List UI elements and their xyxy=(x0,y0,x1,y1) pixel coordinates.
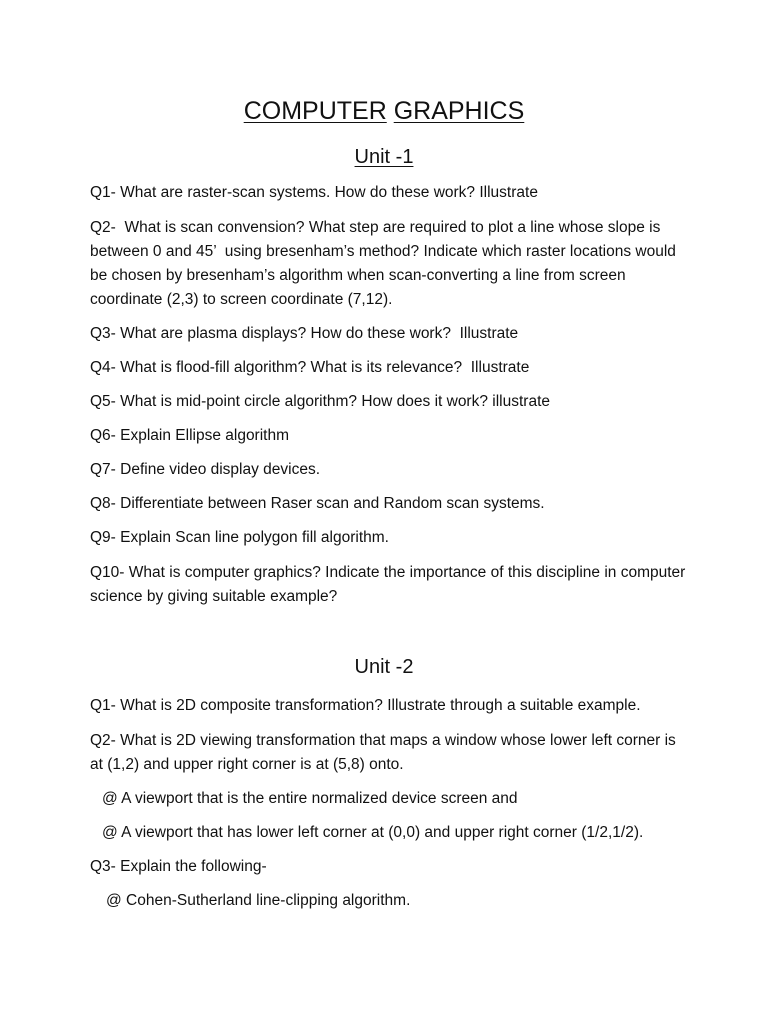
title-word-computer: COMPUTER xyxy=(243,97,387,125)
unit-2-question-2-option-b: @ A viewport that has lower left corner at (0,0) and upper right corner (1/2,1/2). xyxy=(102,824,644,841)
unit-1-question-7: Q7- Define video display devices. xyxy=(90,461,321,478)
unit-1-question-10: Q10- What is computer graphics? Indicate the importance of this discipline in computer science by giving suitable example? xyxy=(90,564,690,605)
unit-2-question-3-item-a: @ Cohen-Sutherland line-clipping algorithm. xyxy=(106,892,411,909)
unit-1-question-2: Q2- What is scan convension? What step are required to plot a line whose slope is between 0 and 45’ using bresenham’s method? Indicate which raster locations would be chosen by bresenham’s algorithm when scan-converting a line from screen coordinate (2,3) to screen coordinate (7,12). xyxy=(90,219,681,308)
unit-2-heading: Unit -2 xyxy=(354,656,414,678)
unit-1-question-3: Q3- What are plasma displays? How do these work? Illustrate xyxy=(90,325,519,342)
unit-1-question-6: Q6- Explain Ellipse algorithm xyxy=(90,427,290,444)
title-word-graphics: GRAPHICS xyxy=(393,97,525,125)
unit-1-heading xyxy=(0,144,768,170)
unit-2-question-1: Q1- What is 2D composite transformation? Illustrate through a suitable example. xyxy=(90,697,641,714)
page-title xyxy=(0,96,768,126)
unit-1-question-1: Q1- What are raster-scan systems. How do these work? Illustrate xyxy=(90,184,538,201)
unit-1-question-5: Q5- What is mid-point circle algorithm? How does it work? illustrate xyxy=(90,393,550,410)
unit-1-question-4: Q4- What is flood-fill algorithm? What is its relevance? Illustrate xyxy=(90,359,530,376)
unit-1-question-8: Q8- Differentiate between Raser scan and Random scan systems. xyxy=(90,495,545,512)
unit-2-question-3: Q3- Explain the following- xyxy=(90,858,267,875)
unit-2-question-2-option-a: @ A viewport that is the entire normalized device screen and xyxy=(102,790,518,807)
unit-2-question-2: Q2- What is 2D viewing transformation that maps a window whose lower left corner is at (1,2) and upper right corner is at (5,8) onto. xyxy=(90,732,681,773)
unit-1-heading-text: Unit -1 xyxy=(354,146,414,168)
unit-1-question-9: Q9- Explain Scan line polygon fill algorithm. xyxy=(90,529,389,546)
